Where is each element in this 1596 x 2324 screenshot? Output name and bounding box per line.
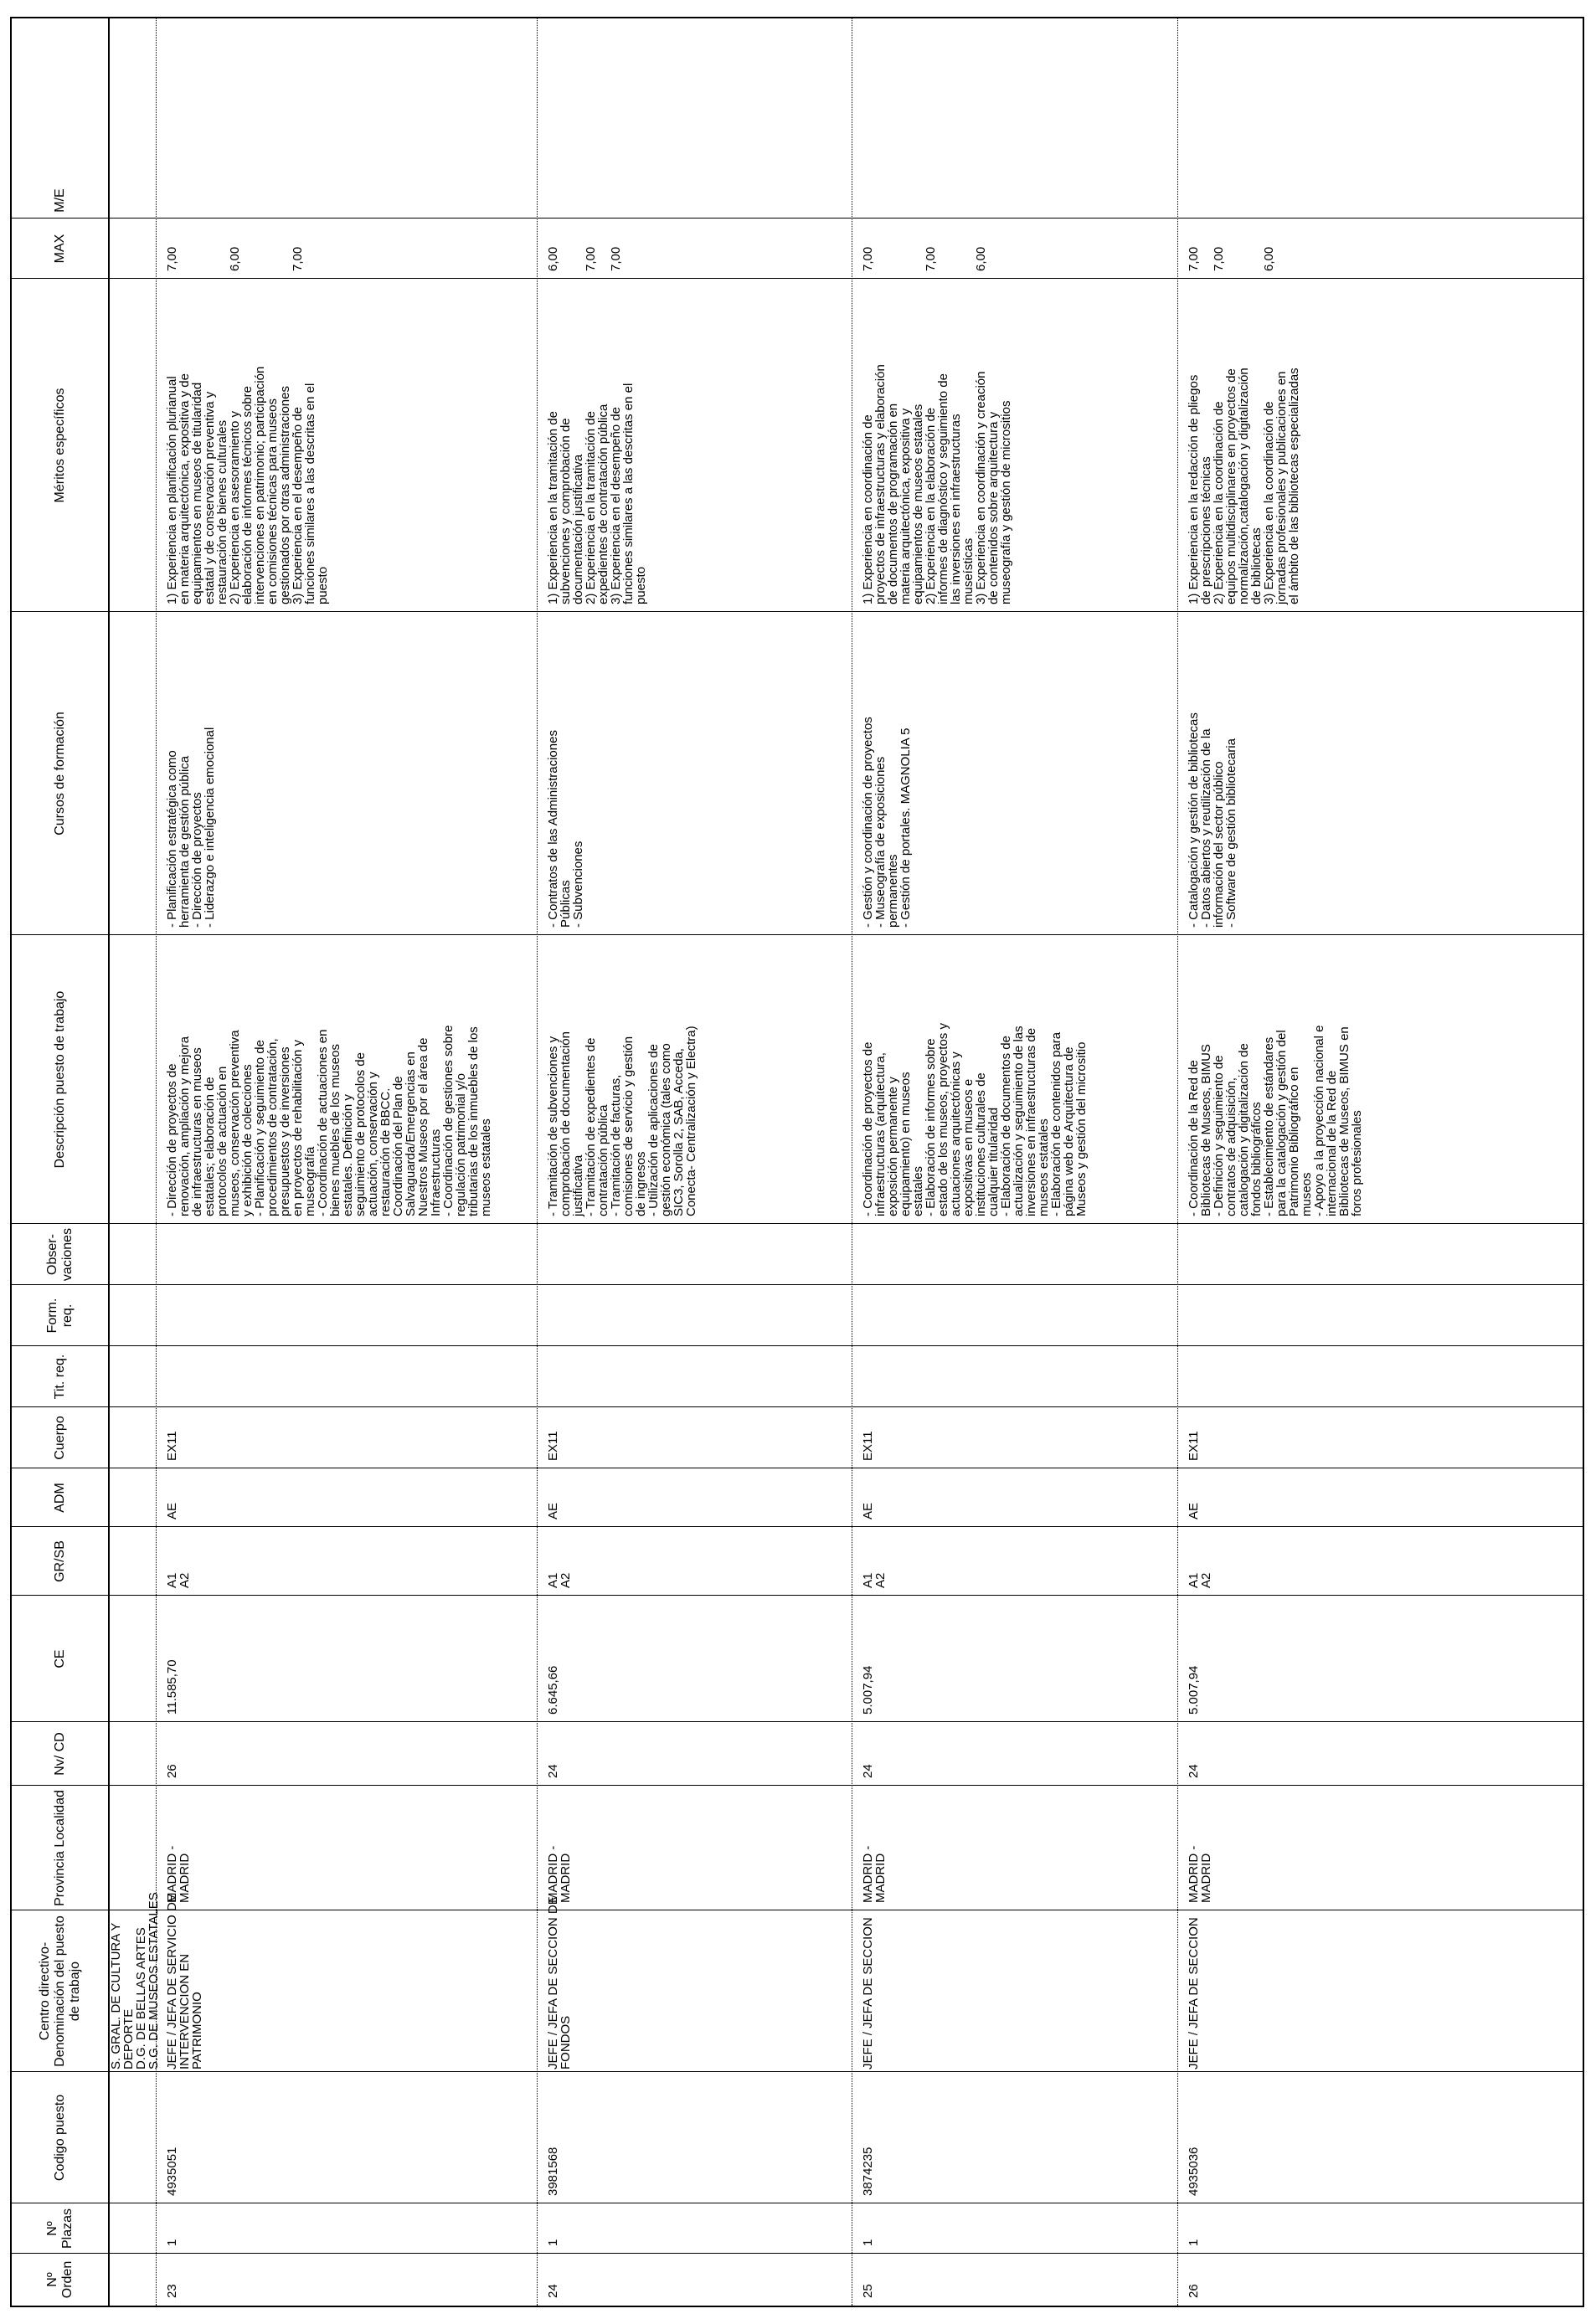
province-locality [1187,1786,1212,1903]
description-line: - Coordinación de proyectos de [861,1041,875,1216]
row-divider [1177,18,1178,2306]
header-formacion: Form. req. [44,1298,75,1334]
description-line: instituciones culturales de [974,1072,988,1216]
course-line: - Gestión de portales. MAGNOLIA 5 [898,728,913,928]
administration: AE [165,1502,179,1519]
description-line: foros profesionales [1350,1110,1364,1216]
description-line: - Establecimiento de estándares [1262,1036,1276,1216]
description-line: presupuestos y de inversiones [278,1046,292,1216]
province-locality [862,1786,887,1903]
province-line: MADRID - [861,1845,875,1903]
section-line: S. GRAL. DE CULTURA Y [109,1922,123,2069]
merit-line: museísticas [961,537,976,604]
column-divider [12,1595,1583,1596]
description-line: de ingresos [634,1151,648,1216]
header-plazas: Nº Plazas [44,2208,75,2249]
max-score: 6,00 [228,246,242,271]
position-name [165,1894,204,2069]
corps: EX11 [861,1431,875,1461]
description-line: estatales; elaboración de [203,1077,217,1216]
description-line: - Tramitación de subvenciones y [546,1036,560,1216]
province-line: MADRID - [546,1845,560,1903]
description-line: museografía [303,1146,317,1216]
province-line: MADRID [178,1853,192,1903]
max-scores [1187,219,1584,271]
header-centro: Centro directivo- Denominación del puesto de trabajo [37,1915,82,2067]
description-line: museos estatales [479,1118,493,1216]
merit-line: proyectos de infraestructuras y elaboración [873,364,888,604]
description-line: expositivas en museos e [961,1078,976,1216]
course-line: - Liderazgo e inteligencia emocional [203,727,217,928]
specific-complement: 11.585,70 [165,1659,179,1715]
corps: EX11 [546,1431,560,1461]
column-divider [12,611,1583,612]
description-line: regulación patrimonial y/o [454,1073,468,1216]
position-name-line: JEFE / JEFA DE SECCION DE [546,1896,560,2069]
merit-line: 1) Experiencia en planificación plurianual [165,376,179,604]
position-code: 3874235 [861,2147,875,2196]
max-score: 6,00 [974,246,988,271]
position-name [546,1896,573,2069]
group-line: A1 [546,1572,560,1588]
merit-line: 2) Experiencia en la tramitación de [584,411,598,604]
course-line: - Subvenciones [571,841,585,928]
province-line: MADRID - [1187,1845,1201,1903]
job-description [166,935,492,1216]
description-line: - Definición y seguimiento de [1212,1055,1226,1216]
description-line: - Tramitación de facturas, [609,1074,623,1216]
description-line: - Dirección de proyectos de [165,1063,179,1216]
specific-merits [862,279,1012,604]
administration: AE [546,1502,560,1519]
specific-complement: 6.645,66 [546,1665,560,1715]
administration: AE [861,1502,875,1519]
merit-line: materia arquitectónica, expositiva y [898,408,913,604]
merit-line: 3) Experiencia en el desempeño de [291,407,305,604]
description-line: comisiones de servicio y gestión [621,1036,636,1216]
merit-line: de bibliotecas [1249,527,1264,604]
max-score: 7,00 [609,246,623,271]
max-scores [166,219,535,271]
merit-line: equipamientos en museos de titularidad [190,382,204,604]
course-line: información del sector público [1212,761,1226,928]
description-line: Museos y gestión del micrositio [1074,1041,1089,1216]
description-line: actuación, conservación y [366,1072,380,1216]
max-score: 7,00 [1212,246,1226,271]
merit-line: 1) Experiencia en coordinación de [861,414,875,604]
header-me: M/E [52,188,67,213]
course-line: - Museografía de exposiciones [873,756,888,928]
description-line: - Tramitación de expedientes de [584,1037,598,1216]
header-grupo: GR/SB [52,1540,67,1582]
merit-line: normalización,catalogación y digitalización [1237,368,1251,604]
training-courses [1187,612,1238,928]
merit-line: 3) Experiencia en coordinación y creación [974,371,988,604]
header-titulacion: Tit. req. [52,1354,67,1400]
corps: EX11 [1187,1431,1201,1461]
merit-line: estatal y de conservación preventiva y [203,391,217,604]
merit-line: restauración de bienes culturales [215,419,229,604]
order-number: 25 [861,2284,875,2298]
column-divider [12,1785,1583,1786]
order-number: 24 [546,2284,560,2298]
group-subgroup [166,1527,191,1588]
group-subgroup [547,1527,572,1588]
header-adm: ADM [52,1483,67,1513]
section-line: DEPORTE [121,2008,136,2069]
position-name-line: JEFE / JEFA DE SERVICIO DE [165,1894,179,2069]
header-orden: Nº Orden [44,2260,75,2299]
description-line: justificativa [571,1154,585,1216]
level: 26 [165,1764,179,1778]
description-line: estado de los museos, proyectos y [936,1023,950,1216]
merit-line: equipos multidisciplinares en proyectos de [1224,368,1238,604]
group-line: A2 [1199,1572,1213,1588]
merit-line: en materia arquitectónica, expositiva y de [178,373,192,604]
merit-line: el ámbito de las bibliotecas especializadas [1287,368,1301,604]
max-score: 7,00 [1187,246,1201,271]
position-name-line: JEFE / JEFA DE SECCION [1187,1917,1201,2069]
course-line: - Catalogación y gestión de bibliotecas [1187,712,1201,928]
merit-line: 3) Experiencia en el desempeño de [609,407,623,604]
province-line: MADRID [559,1853,573,1903]
merit-line: equipamientos de museos estatales [911,404,925,604]
specific-merits [1187,279,1300,604]
description-line: equipamiento) en museos [898,1072,913,1216]
description-line: para la catalogación y gestión del [1274,1030,1289,1216]
description-line: - Elaboración de informes sobre [924,1038,938,1216]
merit-line: 2) Experiencia en la coordinación de [1212,401,1226,604]
merit-line: museografía y gestión de micrositios [999,400,1013,604]
header-ce: CE [52,1649,67,1668]
training-courses [862,612,912,928]
max-score: 7,00 [924,246,938,271]
max-score: 6,00 [1262,246,1276,271]
merit-line: jornadas profesionales y publicaciones en [1274,371,1289,604]
max-scores [862,219,1176,271]
description-line: infraestructuras (arquitectura, [873,1052,888,1216]
max-score: 7,00 [861,246,875,271]
merit-line: puesto [316,566,330,604]
description-line: Patrimonio Bibliográfico en [1287,1067,1301,1216]
column-divider [12,1721,1583,1722]
description-line: Bibliotecas de Museos, BIMUS [1199,1044,1213,1216]
position-name-line: JEFE / JEFA DE SECCION [861,1917,875,2069]
training-courses [547,612,584,928]
description-line: Infraestructuras [429,1129,443,1216]
merit-line: 3) Experiencia en la coordinación de [1262,401,1276,604]
position-name-line: INTERVENCION EN [178,1953,192,2069]
description-line: página web de Arquitectura de [1062,1046,1076,1216]
group-line: A1 [165,1572,179,1588]
section-line: D.G. DE BELLAS ARTES [134,1927,148,2069]
header-observaciones: Obser- vaciones [44,1227,75,1282]
description-line: catalogación y digitalización de [1237,1043,1251,1216]
description-line: - Utilización de aplicaciones de [646,1044,661,1216]
training-courses [166,612,216,928]
description-line: protocolos de actuación en [215,1066,229,1216]
merit-line: expedientes de contratación pública [596,404,610,604]
job-description [547,935,698,1216]
description-line: procedimientos de contratación, [265,1038,280,1216]
course-line: - Gestión y coordinación de proyectos [861,717,875,928]
header-cuerpo: Cuerpo [52,1416,67,1460]
places-count: 1 [861,2239,875,2246]
row-divider [537,18,538,2306]
description-line: - Coordinación de actuaciones en [316,1029,330,1216]
merit-line: funciones similares a las descritas en el [621,383,636,604]
administration: AE [1187,1502,1201,1519]
description-line: gestión económica (tales como [659,1043,673,1216]
description-line: internacional de la Red de [1325,1070,1339,1216]
description-line: Nuestros Museos por el área de [416,1037,430,1216]
column-divider [12,1284,1583,1285]
job-description [862,935,1088,1216]
course-line: - Planificación estratégica como [165,750,179,928]
description-line: - Apoyo a la proyección nacional e [1312,1025,1326,1216]
max-score: 7,00 [584,246,598,271]
order-number: 26 [1187,2284,1201,2298]
level: 24 [546,1764,560,1778]
description-line: actualización y seguimiento de las [1012,1026,1026,1216]
section-line: S.G. DE MUSEOS ESTATALES [147,1892,161,2069]
province-locality [166,1786,191,1903]
province-locality [547,1786,572,1903]
merit-line: subvenciones y comprobación de [559,418,573,604]
description-line: contratación pública [596,1104,610,1216]
header-provincia: Provincia Localidad [52,1790,67,1906]
description-line: estatales. Definición y [341,1094,355,1216]
description-line: comprobación de documentación [559,1031,573,1216]
positions-table [10,17,1584,2307]
position-code: 4935036 [1187,2147,1201,2196]
header-descripcion: Descripción puesto de trabajo [52,990,67,1169]
merit-line: de contenidos sobre arquitectura y [986,411,1001,604]
group-line: A2 [873,1572,888,1588]
merit-line: documentación justificativa [571,454,585,604]
description-line: - Elaboración de contenidos para [1049,1031,1063,1216]
column-divider [12,1526,1583,1527]
places-count: 1 [165,2239,179,2246]
course-line: - Contratos de las Administraciones [546,730,560,928]
merit-line: funciones similares a las descritas en el [303,383,317,604]
course-line: permanentes [886,854,900,928]
max-score: 7,00 [291,246,305,271]
description-line: - Planificación y seguimiento de [253,1040,267,1216]
description-line: contratos de adquisición, [1224,1077,1238,1216]
header-cursos: Cursos de formación [52,712,67,836]
description-line: seguimiento de protocolos de [353,1052,368,1216]
merit-line: informes de diagnóstico y seguimiento de [936,373,950,604]
position-code: 3981568 [546,2147,560,2196]
column-divider [12,1345,1583,1346]
description-line: y exhibición de colecciones [240,1064,255,1216]
description-line: cualquier titularidad [986,1107,1001,1216]
description-line: museos [1300,1172,1314,1216]
merit-line: 1) Experiencia en la redacción de pliegos [1187,374,1201,604]
description-line: Bibliotecas de Museos, BIMUS en [1337,1026,1351,1216]
merit-line: en comisiones técnicas para museos [265,398,280,604]
column-divider [12,1406,1583,1407]
places-count: 1 [546,2239,560,2246]
max-score: 7,00 [165,246,179,271]
position-name-line: FONDOS [559,2015,573,2069]
description-line: bienes muebles de los museos [328,1044,342,1216]
description-line: de infraestructuras en museos [190,1047,204,1216]
description-line: museos, conservación preventiva [228,1030,242,1216]
section-organization [109,1892,161,2069]
merit-line: 2) Experiencia en asesoramiento y [228,411,242,604]
header-meritos: Méritos específicos [52,388,67,503]
description-line: Conecta- Centralización y Electra) [684,1026,698,1216]
description-line: renovación, ampliación y mejora [178,1036,192,1216]
description-line: en proyectos de rehabilitación y [291,1040,305,1216]
description-line: Salvaguarda/Emergencias en [404,1051,418,1216]
description-line: - Coordinación de gestiones sobre [441,1025,456,1216]
header-nivel: Nv/ CD [52,1732,67,1776]
province-line: MADRID - [165,1845,179,1903]
job-description [1187,935,1363,1216]
position-name [1187,1915,1200,2069]
specific-merits [547,279,647,604]
description-line: exposición permanente y [886,1077,900,1216]
description-line: - Elaboración de documentos de [999,1036,1013,1216]
merit-line: las inversiones en infraestructuras [949,414,963,604]
course-line: - Software de gestión bibliotecaria [1224,738,1238,928]
specific-merits [166,279,329,604]
position-code: 4935051 [165,2147,179,2196]
level: 24 [1187,1764,1201,1778]
merit-line: 1) Experiencia en la tramitación de [546,411,560,604]
specific-complement: 5.007,94 [1187,1665,1201,1715]
group-subgroup [862,1527,887,1588]
course-line: - Dirección de proyectos [190,792,204,928]
description-line: restauración de BBCC. [378,1087,393,1216]
description-line: tributarias de los inmuebles de los [466,1026,481,1216]
course-line: Públicas [559,880,573,928]
group-line: A1 [861,1572,875,1588]
merit-line: de documentos de programación en [886,403,900,604]
course-line: herramienta de gestión pública [178,755,192,928]
places-count: 1 [1187,2239,1201,2246]
merit-line: de prescripciones técnicas [1199,456,1213,604]
description-line: SIC3, Sorolla 2, SAB, Acceda, [672,1048,686,1216]
description-line: museos estatales [1037,1118,1051,1216]
column-divider [12,1223,1583,1224]
course-line: - Datos abiertos y reutilización de la [1199,728,1213,928]
group-line: A1 [1187,1572,1201,1588]
merit-line: elaboración de informes técnicos sobre [240,386,255,604]
max-scores [547,219,850,271]
merit-line: puesto [634,566,648,604]
description-line: actuaciones arquitectónicas y [949,1051,963,1216]
merit-line: 2) Experiencia en la elaboración de [924,407,938,604]
province-line: MADRID [1199,1853,1213,1903]
header-codigo: Codigo puesto [52,2094,67,2182]
specific-complement: 5.007,94 [861,1665,875,1715]
province-line: MADRID [873,1853,888,1903]
description-line: fondos bibliográficos [1249,1102,1264,1216]
column-divider [12,2071,1583,2072]
description-line: Coordinación del Plan de [391,1076,405,1216]
group-line: A2 [559,1572,573,1588]
corps: EX11 [165,1431,179,1461]
description-line: - Coordinación de la Red de [1187,1060,1201,1216]
position-name-line: PATRIMONIO [190,1992,204,2069]
header-max: MAX [52,234,67,264]
level: 24 [861,1764,875,1778]
description-line: estatales [911,1165,925,1216]
column-divider [12,2253,1583,2254]
section-divider [156,18,157,2306]
max-score: 6,00 [546,246,560,271]
merit-line: intervenciones en patrimonio; participación [253,366,267,604]
order-number: 23 [165,2284,179,2298]
position-name [862,1915,874,2069]
group-line: A2 [178,1572,192,1588]
group-subgroup [1187,1527,1212,1588]
merit-line: gestionados por otras administraciones [278,386,292,604]
description-line: inversiones en infraestructuras de [1024,1027,1038,1216]
